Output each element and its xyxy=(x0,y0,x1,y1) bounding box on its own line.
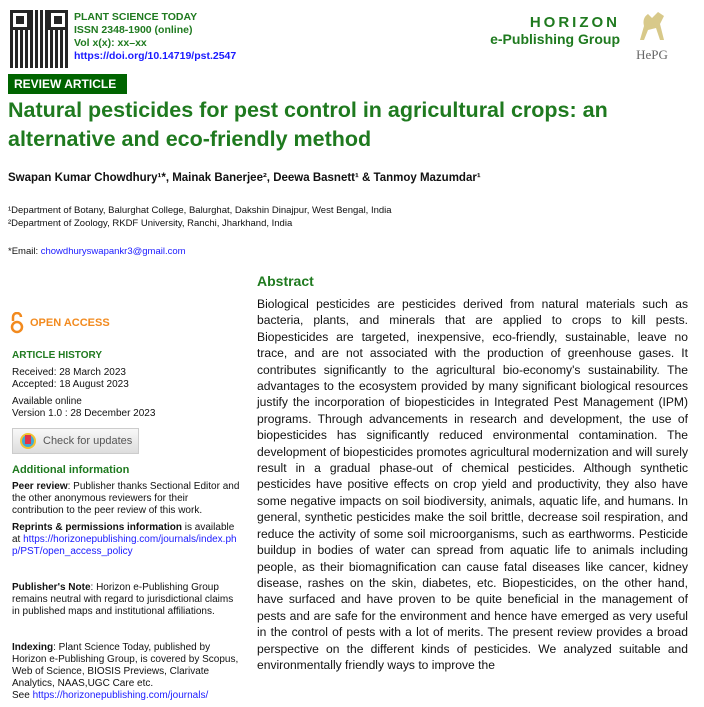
issn: ISSN 2348-1900 (online) xyxy=(74,24,193,36)
open-access-label: OPEN ACCESS xyxy=(30,317,110,329)
volume: Vol x(x): xx–xx xyxy=(74,37,147,49)
open-access xyxy=(10,312,110,334)
open-access-icon xyxy=(10,312,24,334)
sidebar-info xyxy=(12,350,240,707)
affiliation: ²Department of Zoology, RKDF University, Ranchi, Jharkhand, India xyxy=(8,218,293,229)
publisher-line2: e-Publishing Group xyxy=(490,31,620,47)
affiliation: ¹Department of Botany, Balurghat College, Balurghat, Dakshin Dinajpur, West Bengal, India xyxy=(8,205,392,216)
available-online: Available online xyxy=(12,396,82,407)
hepg-logo xyxy=(632,10,672,60)
publisher-note xyxy=(12,582,240,618)
article-type-badge: REVIEW ARTICLE xyxy=(8,74,127,94)
griffin-icon xyxy=(634,10,670,42)
publisher-line1: HORIZON xyxy=(529,14,620,31)
note-text: : Horizon e-Publishing Group remains neutral with regard to jurisdictional claims in published maps and institutional affiliations. xyxy=(12,582,234,617)
accepted-date: Accepted: 18 August 2023 xyxy=(12,379,129,390)
see-label: See xyxy=(12,690,33,701)
email-link[interactable]: chowdhuryswapankr3@gmail.com xyxy=(40,246,186,257)
peer-review xyxy=(12,481,240,517)
check-updates-label: Check for updates xyxy=(43,435,133,447)
received-date: Received: 28 March 2023 xyxy=(12,367,126,378)
qr-code xyxy=(10,10,68,68)
additional-heading: Additional information xyxy=(12,464,130,476)
version-date: Version 1.0 : 28 December 2023 xyxy=(12,408,156,419)
crossmark-icon xyxy=(19,432,37,450)
doi-link[interactable]: https://doi.org/10.14719/pst.2547 xyxy=(74,50,237,62)
note-label: Publisher's Note xyxy=(12,582,91,593)
affiliations xyxy=(8,204,392,230)
check-for-updates-button[interactable] xyxy=(12,428,139,454)
email-line xyxy=(8,246,186,257)
indexing-text: : Plant Science Today, published by Horizon e-Publishing Group, is covered by Scopus, Web of Science, BIOSIS Previews, Clarivate Analytics, NAAS,UGC Care etc. xyxy=(12,642,239,689)
indexing-link[interactable]: https://horizonepublishing.com/journals/ xyxy=(32,690,209,701)
reprints-label: Reprints & permissions information xyxy=(12,522,183,533)
reprints xyxy=(12,522,240,558)
abstract-heading: Abstract xyxy=(257,273,314,289)
journal-name: PLANT SCIENCE TODAY xyxy=(74,11,198,23)
publisher-name xyxy=(490,14,620,47)
indexing-label: Indexing xyxy=(12,642,54,653)
reprints-link[interactable]: https://horizonepublishing.com/journals/index.php/PST/open_access_policy xyxy=(12,534,237,557)
article-title: Natural pesticides for pest control in agricultural crops: an alternative and eco-friendly method xyxy=(8,98,608,151)
history-heading: ARTICLE HISTORY xyxy=(12,350,103,361)
authors: Swapan Kumar Chowdhury¹*, Mainak Banerjee², Deewa Basnett¹ & Tanmoy Mazumdar¹ xyxy=(8,172,481,184)
journal-info xyxy=(74,11,236,63)
abstract-text: Biological pesticides are pesticides derived from natural materials such as bacteria, plants, and minerals that are applied to crops to kill pests. Biopesticides are targeted, inexpensive, eco-friendly, sustainable, leave no trace, and are not associated with the production of greenhouse gases. It contributes significantly to the agricultural bio-economy's sustainability. The advantages to the ecosystem provided by many significant biological resources justify the incorporation of biopesticides in Integrated Pest Management (IPM) programs. Through advancements in research and development, the use of biopesticides has significantly reduced environmental contamination. The development of biopesticides promotes agricultural modernization and will surely result in a gradual phase-out of chemical pesticides. Although synthetic pesticides have positive effects on crop yield and productivity, they also have some negative impacts on soil biodiversity, animals, aquatic life, and humans. In general, synthetic pesticides make the soil brittle, decrease soil respiration, and reduce the activity of some soil microorganisms, such as earthworms. Pesticide buildup in bodies of water can spread from aquatic life to animals including people, as their biomagnification can cause fatal diseases like cancer, kidney disease, rashes on the skin, diabetes, etc. Biopesticides, on the other hand, have surfaced and have proven to be quite beneficial in the management of pests and are safe for the environment and hence have emerged as very useful in the control of pests with a lot of merits. The present review provides a broad perspective on the different kinds of pesticides. We analyzed suitable and environmentally friendly ways to improve the xyxy=(257,297,688,672)
peer-text: : Publisher thanks Sectional Editor and the other anonymous reviewers for their contribution to the peer review of this work. xyxy=(12,481,240,516)
peer-label: Peer review xyxy=(12,481,68,492)
email-label: *Email: xyxy=(8,246,41,257)
logo-text: HePG xyxy=(636,47,668,62)
reprints-text: is available at xyxy=(12,522,235,545)
indexing xyxy=(12,642,240,702)
